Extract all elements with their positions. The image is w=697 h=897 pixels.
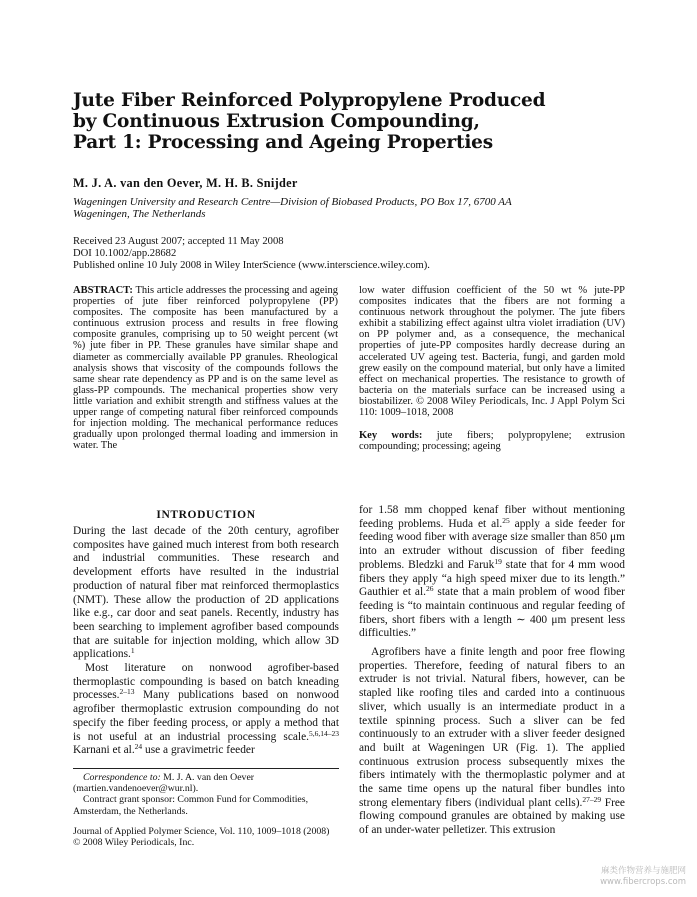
journal-copyright: © 2008 Wiley Periodicals, Inc. [73,837,195,849]
body-column-right [359,504,625,838]
intro-paragraph-2-continued [359,504,625,641]
correspondence-note [73,772,339,794]
published-online: Published online 10 July 2008 in Wiley InterScience (www.interscience.wiley.com). [73,260,430,271]
intro-p2-text-d: use a gravimetric feeder [142,744,255,757]
received-date: Received 23 August 2007; accepted 11 May 2008 [73,236,284,247]
authors: M. J. A. van den Oever, M. H. B. Snijder [73,176,298,190]
intro-p3-text-a: Agrofibers have a finite length and poor free flowing properties. Therefore, feeding of natural fibers to an extruder is not trivial. Natural fibers, however, can be stapled like roofing tiles and carded into a continuous sliver, which usually is an intermediate product in a textile spinning process. Such a sliver can be fed continuously to an extruder with a sliver feeder designed and built at Wageningen UR (Fig. 1). The applied continuous extrusion process subsequently mixes the fibers intimately with the thermoplastic polymer and at the same time opens up the natural fiber bundles into strong elementary fibers (individual plant cells). [359,646,625,809]
title-line-3: Part 1: Processing and Ageing Properties [73,132,493,153]
watermark-line-1: 麻类作物营养与施肥网 [600,866,686,876]
title-line-1: Jute Fiber Reinforced Polypropylene Produced [73,90,546,111]
intro-p2-text-c: Karnani et al. [73,744,135,757]
correspondence-label: Correspondence to: [83,772,161,783]
footnotes [73,772,339,817]
watermark-line-2: www.fibercrops.com [600,877,686,887]
citation: 1 [130,646,135,656]
intro-paragraph-2 [73,662,339,758]
article-title [73,90,633,153]
intro-paragraph-3 [359,646,625,838]
keywords-text: jute fibers; polypropylene; extrusion compounding; processing; ageing [359,430,626,453]
citation: 2–13 [119,687,135,697]
journal-info [73,826,353,848]
citation: 26 [426,584,434,594]
abstract-left [73,285,338,451]
abstract-copyright: © 2008 Wiley Periodicals, Inc. J Appl Polym Sci 110: 1009–1018, 2008 [359,395,626,419]
abstract-text-2: low water diffusion coefficient of the 50 wt % jute-PP composites indicates that the fibers are not forming a continuous network throughout the polymer. The jute fibers exhibit a stabilizing effect against ultra violet irradiation (UV) on PP polymer and, as a consequence, the mechanical properties of jute-PP composites hardly decrease during an accelerated UV ageing test. Bacteria, fungi, and garden mold grew easily on the compound material, but only have a limited effect on mechanical properties. The resistance to growth of bacteria on the materials surface can be increased using a biostabilizer. [359,285,625,407]
intro-paragraph-1 [73,525,339,662]
section-heading-introduction: INTRODUCTION [156,509,256,521]
intro-p2-text-a: Most literature on nonwood agrofiber-based thermoplastic compounding is based on batch kneading processes. [73,662,339,702]
citation: 27–29 [582,794,602,804]
citation: 19 [494,556,502,566]
intro-r-text-b: apply a side feeder for feeding wood fiber with average size smaller than 850 μm into an extruder without discussion of fiber feeding problems. Bledzki and Faruk [359,517,625,571]
abstract-right [359,285,625,418]
abstract-text-1: This article addresses the processing and ageing properties of jute fiber reinforced polypropylene (PP) composites. The composite has been manufactured by a continuous extrusion process and results in free flowing composite granules, comprising up to 50 weight percent (wt %) jute fiber in PP. These granules have similar shape and diameter as commercially available PP granules. Rheological analysis shows that viscosity of the compounds follows the same shear rate dependency as PP and is on the same level as glass-PP compounds. The mechanical properties show very little variation and exhibit strength and stiffness values at the upper range of competing natural fiber reinforced compounds for injection molding. The mechanical performance reduces gradually upon prolonged thermal loading and immersion in water. The [73,285,338,452]
correspondence-text: M. J. A. van den Oever (martien.vandenoever@wur.nl). [73,772,255,795]
keywords [359,430,625,453]
journal-citation: Journal of Applied Polymer Science, Vol. 110, 1009–1018 (2008) [73,826,330,837]
watermark [566,866,686,888]
body-column-left [73,525,339,758]
intro-p1-text: During the last decade of the 20th century, agrofiber composites have gained much interest from both research and industrial communities. These research and development efforts have resulted in the industrial production of natural fiber mat reinforced thermoplastics (NMT). These allow the production of 2D applications like e.g., car door and seat panels. Recently, industry has been searching to implement agrofiber based compounds that are suitable for injection molding, which allow 3D applications. [73,525,339,661]
citation: 5,6,14–23 [309,728,339,738]
citation: 25 [502,515,510,525]
citation: 24 [134,742,143,752]
affiliation: Wageningen University and Research Centre—Division of Biobased Products, PO Box 17, 6700 AA Wageningen, The Netherlands [73,196,512,220]
sponsor-note: Contract grant sponsor: Common Fund for Commodities, Amsterdam, the Netherlands. [73,794,309,817]
doi: DOI 10.1002/app.28682 [73,248,177,259]
title-line-2: by Continuous Extrusion Compounding, [73,111,480,132]
intro-p3-text-b: Free flowing compound granules are obtained by making use of an under-water pelletizer. This extrusion [359,796,625,837]
intro-r-text-c: state that for 4 mm wood fibers they apply “a high speed mixer due to its length.” Gauthier et al. [359,558,625,599]
abstract-label: ABSTRACT: [73,285,133,296]
intro-r-text-d: state that a main problem of wood fiber feeding is “to maintain continuous and regular feeding of fibers, short fibers with a length ∼ 400 μm present less difficulties.” [359,586,625,640]
footnote-divider [73,768,339,769]
keywords-label: Key words: [359,430,423,441]
publication-history [73,236,543,272]
intro-r-text-a: for 1.58 mm chopped kenaf fiber without mentioning feeding problems. Huda et al. [359,504,625,530]
intro-p2-text-b: Many publications based on nonwood agrofiber thermoplastic extrusion compounding do not specify the fiber feeding process, or apply a method that is not useful at an industrial processing scale. [73,689,339,743]
